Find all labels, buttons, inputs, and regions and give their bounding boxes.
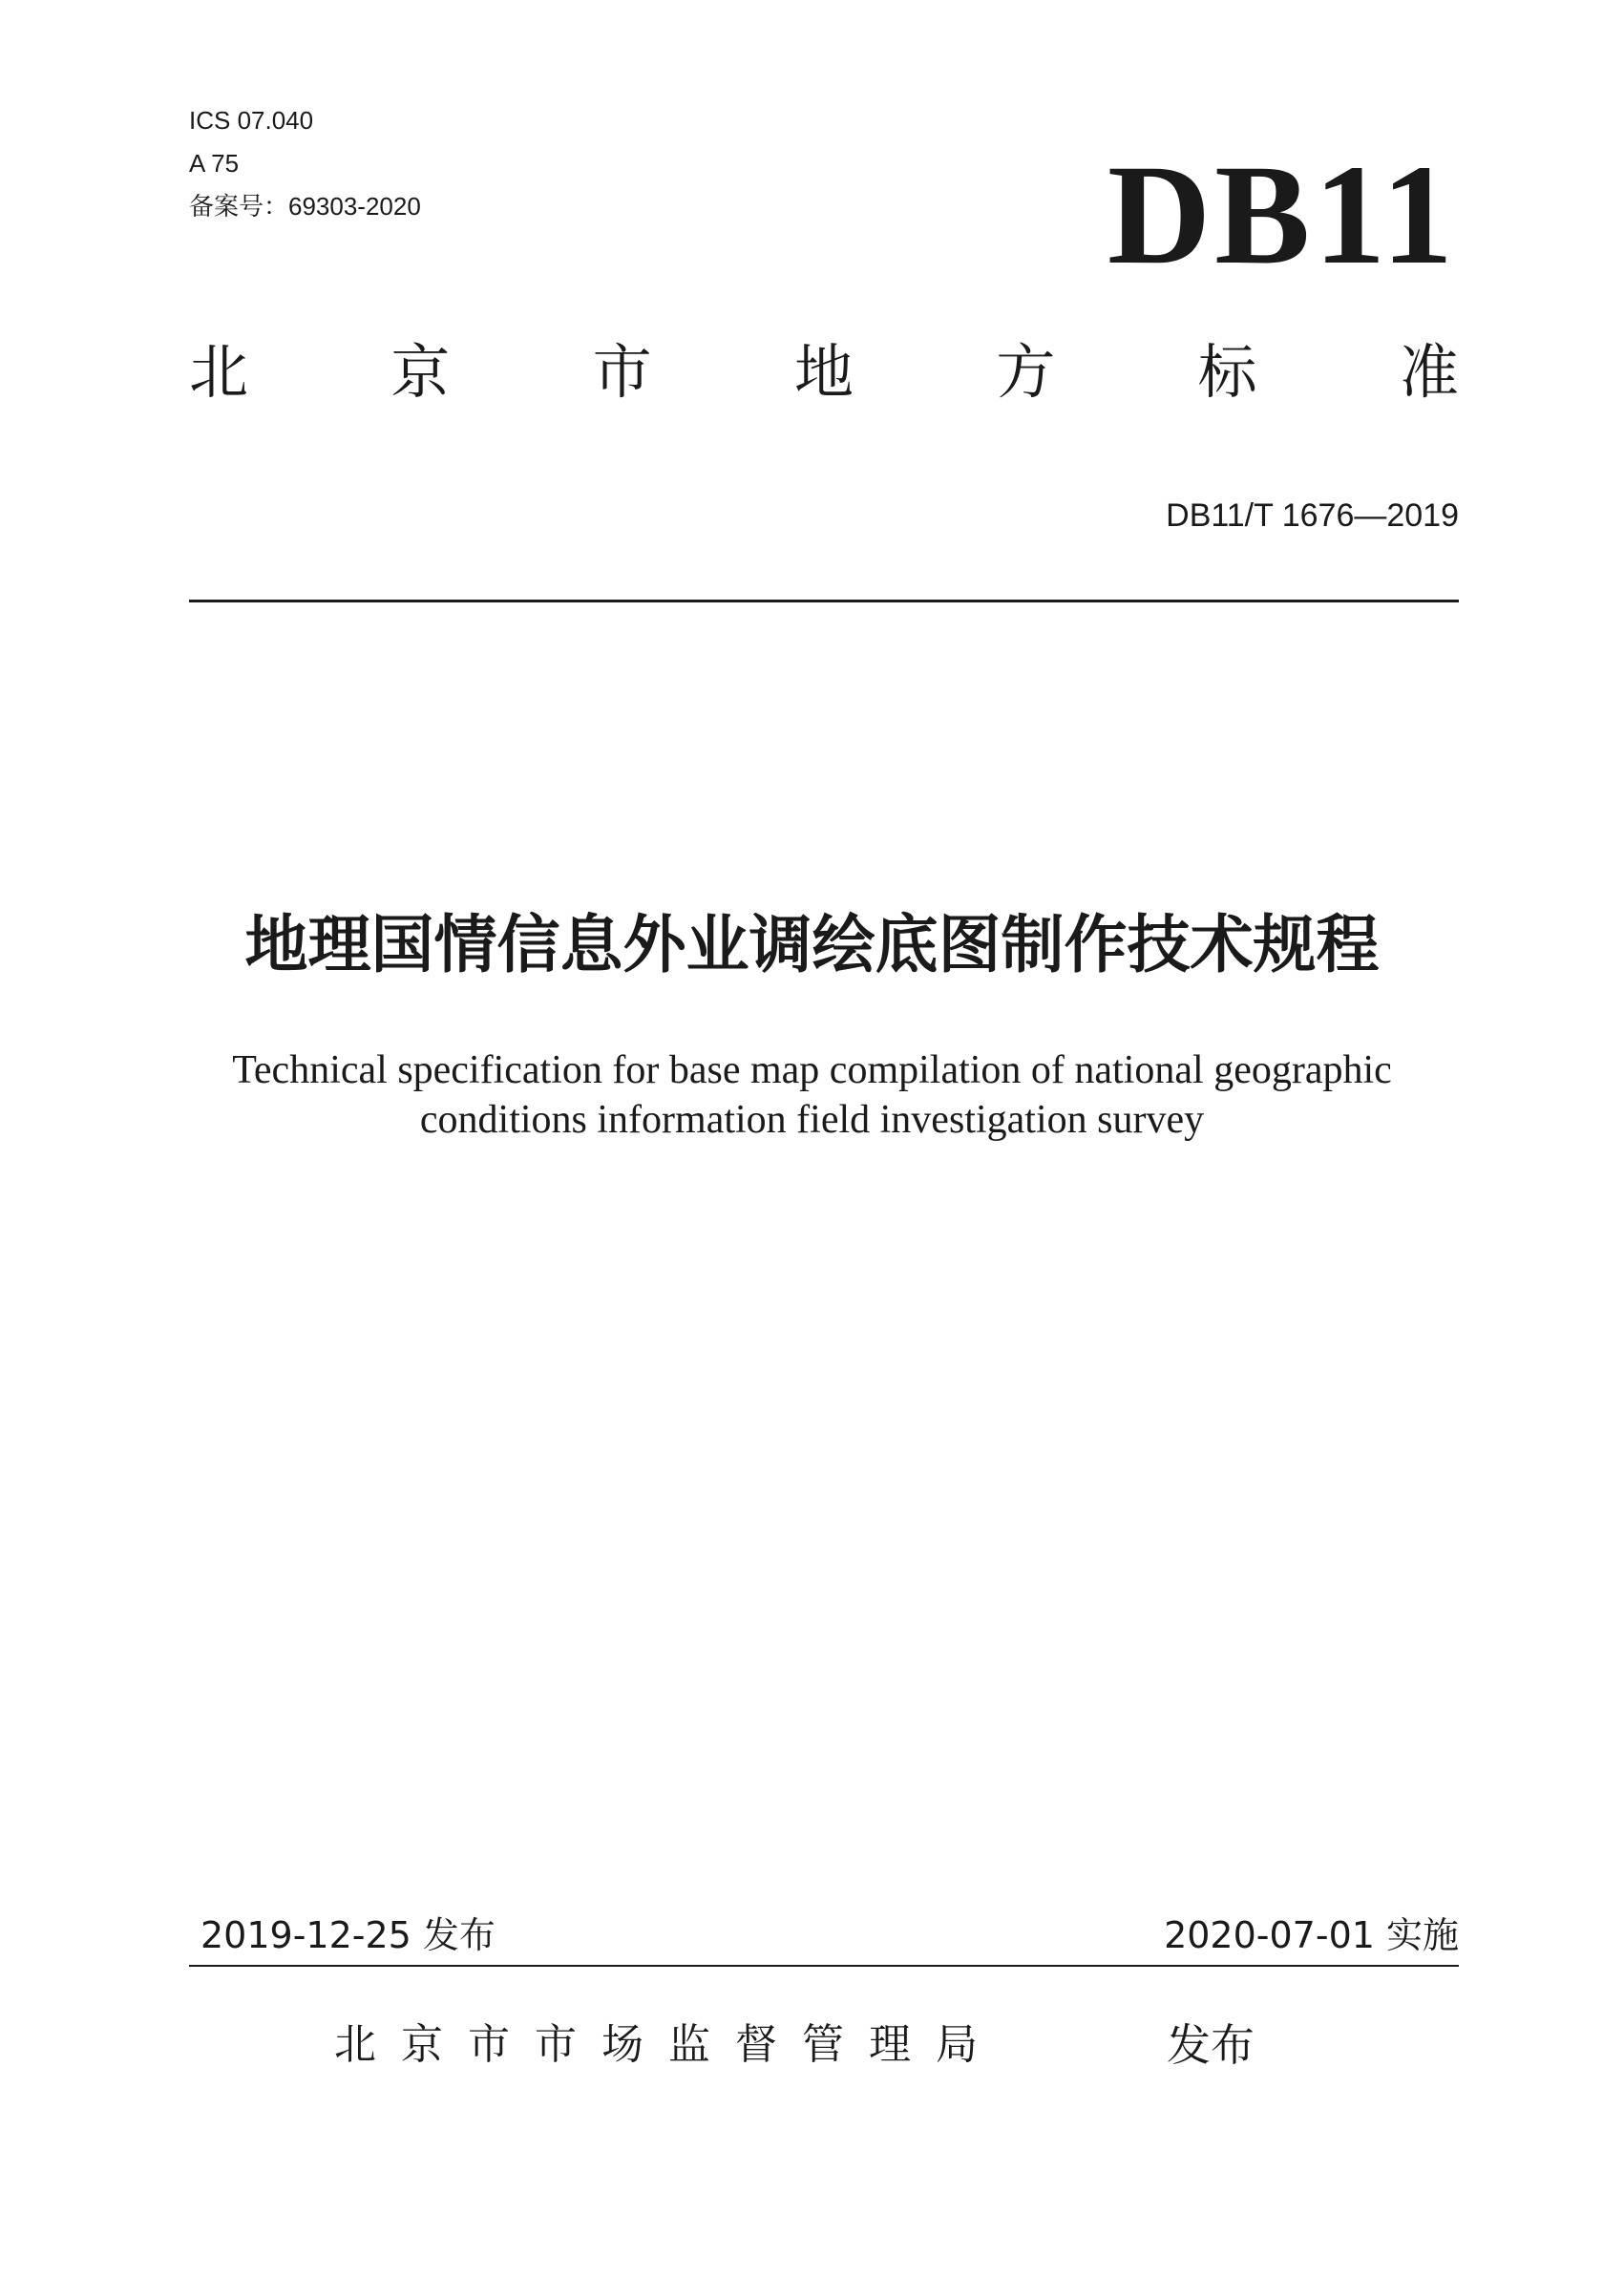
standard-type-char: 准	[1399, 337, 1459, 407]
header-divider	[189, 600, 1459, 602]
ics-code: ICS 07.040	[189, 106, 314, 135]
standard-type-char: 京	[390, 337, 451, 407]
classification-code: A 75	[189, 149, 240, 178]
footer-divider	[189, 1965, 1459, 1967]
publish-label: 发布	[1167, 2019, 1255, 2071]
title-english-line-1: Technical specification for base map compilation of national geographic	[232, 1048, 1392, 1092]
title-english-line-2: conditions information field investigation survey	[419, 1098, 1205, 1142]
db11-logo: DB11	[1107, 136, 1457, 294]
standard-type-char: 方	[996, 337, 1056, 407]
standard-type-char: 标	[1197, 337, 1257, 407]
standard-type-char: 北	[189, 337, 249, 407]
standard-code: DB11/T 1676—2019	[1166, 497, 1459, 534]
standard-type-heading	[189, 334, 1459, 411]
implementation-date: 2020-07-01 实施	[1164, 1914, 1459, 1956]
title-chinese: 地理国情信息外业调绘底图制作技术规程	[244, 908, 1380, 981]
title-english	[0, 1045, 1624, 1145]
standard-type-char: 市	[592, 337, 652, 407]
standard-type-char: 地	[793, 337, 854, 407]
issuing-authority: 北京市市场监督管理局	[334, 2020, 1002, 2069]
record-number: 备案号：69303-2020	[189, 192, 421, 221]
issue-date: 2019-12-25 发布	[200, 1914, 496, 1956]
